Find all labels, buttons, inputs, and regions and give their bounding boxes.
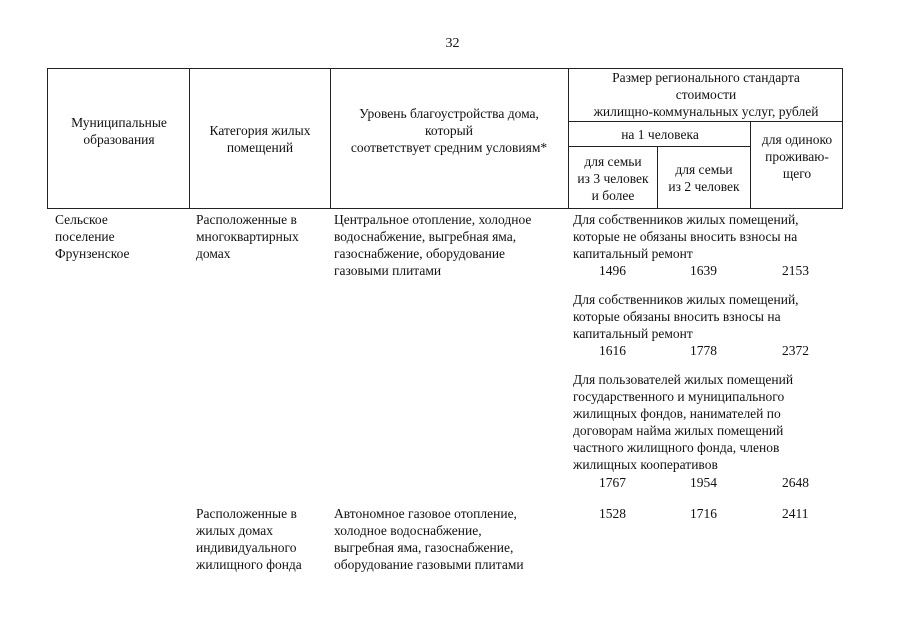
header-per-person: на 1 человека xyxy=(621,127,699,142)
row1-category xyxy=(196,211,299,262)
group3-single-value: 2648 xyxy=(782,475,809,490)
group1-single-value: 2153 xyxy=(782,263,809,278)
header-family2-line: из 2 человек xyxy=(668,179,740,194)
description-line: жилищных фондов, нанимателей по xyxy=(573,406,781,421)
level-line: холодное водоснабжение, xyxy=(334,523,482,538)
header-single-line: проживаю- xyxy=(765,149,829,164)
header-family3-line: для семьи xyxy=(584,154,642,169)
group1-description xyxy=(573,211,799,262)
level-line: газоснабжение, оборудование xyxy=(334,246,506,261)
header-size-line: стоимости xyxy=(675,87,737,102)
description-line: Для собственников жилых помещений, xyxy=(573,212,799,227)
header-municipal: Муниципальные образования xyxy=(71,115,167,147)
category-line: индивидуального xyxy=(196,540,297,555)
header-family3 xyxy=(569,153,657,204)
header-level-line: который xyxy=(425,123,473,138)
row2-family2-value: 1716 xyxy=(690,506,717,521)
category-line: многоквартирных xyxy=(196,229,299,244)
description-line: частного жилищного фонда, членов xyxy=(573,440,780,455)
level-line: Автономное газовое отопление, xyxy=(334,506,517,521)
category-line: жилых домах xyxy=(196,523,274,538)
category-line: Расположенные в xyxy=(196,212,297,227)
header-level-line: Уровень благоустройства дома, xyxy=(359,106,539,121)
group2-single-value: 2372 xyxy=(782,343,809,358)
group2-description xyxy=(573,291,799,342)
description-line: капитальный ремонт xyxy=(573,246,693,261)
municipality-line: поселение xyxy=(55,229,115,244)
level-line: оборудование газовыми плитами xyxy=(334,557,524,572)
description-line: Для пользователей жилых помещений xyxy=(573,372,794,387)
description-line: Для собственников жилых помещений, xyxy=(573,292,799,307)
row2-level xyxy=(334,505,524,573)
description-line: договорам найма жилых помещений xyxy=(573,423,784,438)
header-single xyxy=(752,131,842,182)
header-size-line: жилищно-коммунальных услуг, рублей xyxy=(593,104,819,119)
page-number: 32 xyxy=(445,36,460,51)
group1-family2-value: 1639 xyxy=(690,263,717,278)
group3-family3-value: 1767 xyxy=(599,475,626,490)
category-line: домах xyxy=(196,246,231,261)
description-line: которые обязаны вносить взносы на xyxy=(573,309,781,324)
header-single-line: щего xyxy=(782,166,812,181)
municipality-line: Фрунзенское xyxy=(55,246,130,261)
description-line: жилищных кооперативов xyxy=(573,457,718,472)
header-family3-line: из 3 человек xyxy=(577,171,649,186)
description-line: которые не обязаны вносить взносы на xyxy=(573,229,798,244)
group2-family2-value: 1778 xyxy=(690,343,717,358)
level-line: выгребная яма, газоснабжение, xyxy=(334,540,514,555)
header-family2 xyxy=(658,161,750,195)
group2-family3-value: 1616 xyxy=(599,343,626,358)
level-line: водоснабжение, выгребная яма, xyxy=(334,229,517,244)
header-family2-line: для семьи xyxy=(675,162,733,177)
row1-level xyxy=(334,211,531,279)
header-category: Категория жилых помещений xyxy=(209,123,311,155)
header-level xyxy=(334,105,564,156)
header-level-line: соответствует средним условиям* xyxy=(350,140,548,155)
description-line: государственного и муниципального xyxy=(573,389,785,404)
header-single-line: для одиноко xyxy=(761,132,833,147)
municipality-line: Сельское xyxy=(55,212,108,227)
header-size xyxy=(570,69,842,120)
group1-family3-value: 1496 xyxy=(599,263,626,278)
row2-family3-value: 1528 xyxy=(599,506,626,521)
category-line: жилищного фонда xyxy=(196,557,302,572)
group3-description xyxy=(573,371,793,473)
description-line: капитальный ремонт xyxy=(573,326,693,341)
group3-family2-value: 1954 xyxy=(690,475,717,490)
category-line: Расположенные в xyxy=(196,506,297,521)
row2-single-value: 2411 xyxy=(782,506,809,521)
header-size-line: Размер регионального стандарта xyxy=(612,70,800,85)
level-line: газовыми плитами xyxy=(334,263,442,278)
level-line: Центральное отопление, холодное xyxy=(334,212,532,227)
row1-municipality xyxy=(55,211,130,262)
row2-category xyxy=(196,505,302,573)
header-family3-line: и более xyxy=(591,188,635,203)
